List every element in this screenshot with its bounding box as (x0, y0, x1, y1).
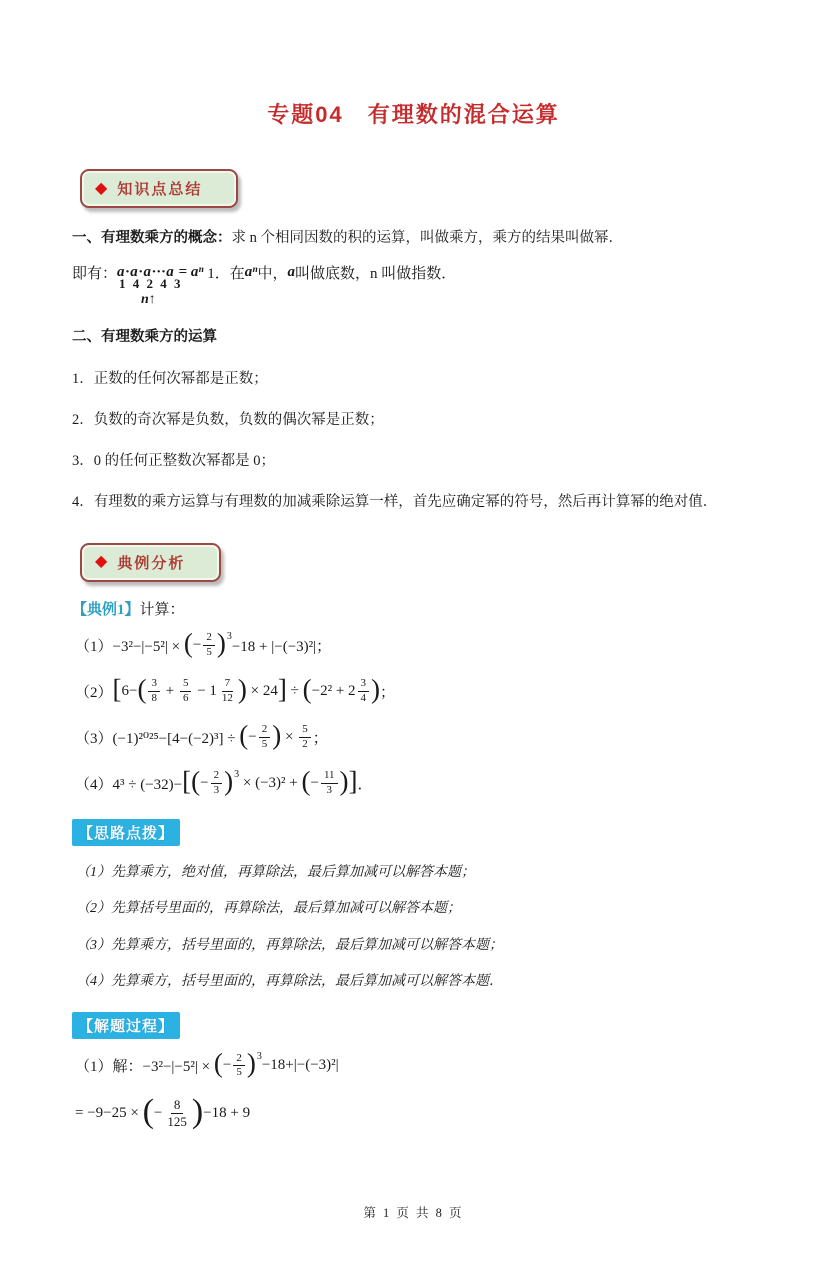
concept-text: 求 n 个相同因数的积的运算，叫做乘方，乘方的结果叫做幂． (231, 230, 623, 246)
tk-big: ( (142, 1092, 154, 1130)
problem-formula-4 (75, 765, 827, 803)
tk-frac: $\frac{11}{3}$ (321, 769, 338, 798)
example-analysis-badge (80, 543, 221, 582)
tk-frac: $\frac{3}{4}$ (358, 677, 370, 706)
tk-big: ( (183, 628, 193, 659)
hint-2: （2）先算括号里面的，再算除法，最后算加减可以解答本题； (76, 901, 461, 917)
tk-big: ] (277, 674, 287, 705)
tk-big: ] (348, 766, 358, 797)
tk-big: ) (216, 628, 226, 659)
tk-txt: × (281, 729, 298, 746)
diamond-icon: ◆ (95, 179, 108, 197)
tk-txt: ； (312, 731, 328, 748)
tk-big: [ (182, 766, 192, 797)
tk-big: ( (213, 1048, 223, 1079)
tk-big: ) (246, 1048, 256, 1079)
tk-txt: 即有： (72, 265, 118, 282)
diamond-icon: ◆ (95, 553, 108, 571)
concept-heading: 一、有理数乘方的概念： (72, 230, 232, 246)
tk-frac: $\frac{2}{5}$ (203, 631, 215, 660)
tk-m: = aⁿ (174, 263, 204, 280)
tk-txt: × (−3)² + (239, 775, 302, 792)
tk-stk: a·a·a···a 1 4 2 4 3 n↑ (117, 263, 183, 307)
tk-frac: $\frac{3}{8}$ (148, 677, 160, 706)
tk-frac: $\frac{2}{5}$ (233, 1052, 245, 1081)
operation-rule-1: 1．正数的任何次幂都是正数； (72, 370, 268, 387)
tk-big: ( (239, 720, 249, 751)
tk-txt: − (248, 729, 257, 746)
tk-txt: ； (380, 685, 396, 702)
tk-frac: $\frac{8}{125}$ (167, 1097, 187, 1130)
tk-big: ) (272, 720, 282, 751)
operation-heading: 二、有理数乘方的运算 (72, 328, 217, 345)
tk-txt: ÷ (286, 683, 303, 700)
tk-txt: （2） (75, 685, 113, 702)
problem-formula-2 (75, 673, 827, 711)
tk-big: ) (339, 766, 349, 797)
concept-paragraph (72, 228, 761, 250)
tk-txt: −2² + 2 (311, 683, 356, 700)
tk-txt: （3）(−1)²⁰²⁵−[4−(−2)³] ÷ (75, 731, 240, 748)
example-1-label: 【典例1】 (72, 601, 140, 618)
tk-txt: （4）4³ ÷ (−32)− (75, 777, 183, 794)
tk-big: [ (112, 674, 122, 705)
tk-frac: $\frac{2}{5}$ (259, 723, 271, 752)
tk-txt: − (222, 1057, 232, 1074)
tk-sup: 3 (256, 1051, 262, 1063)
tk-txt: （1）解：−3²−|−5²| × (75, 1059, 214, 1076)
tk-txt: × 24 (246, 683, 278, 700)
example-section (0, 513, 827, 1133)
problem-formula-1 (75, 627, 827, 665)
solution-line-1 (75, 1047, 827, 1085)
tk-frac: $\frac{2}{3}$ (211, 769, 223, 798)
hint-badge: 【思路点拨】 (72, 819, 180, 846)
operation-rule-4: 4．有理数的乘方运算与有理数的加减乘除运算一样，首先应确定幂的符号，然后再计算幂的绝对值． (72, 493, 718, 510)
tk-big: ( (191, 766, 201, 797)
operation-rule-3: 3．0 的任何正整数次幂都是 0； (72, 452, 275, 469)
example-1-heading (72, 598, 827, 619)
hint-3: （3）先算乘方，括号里面的，再算除法，最后算加减可以解答本题； (76, 937, 503, 953)
page-number: 第 1 页 共 8 页 (363, 1206, 464, 1220)
tk-frac: $\frac{5}{2}$ (299, 723, 311, 752)
tk-txt: 6− (121, 683, 138, 700)
tk-txt: （1）−3²−|−5²| × (75, 639, 184, 656)
tk-txt: 中， (257, 265, 288, 282)
tk-big: ) (191, 1092, 204, 1130)
tk-txt: 叫做底数，n 叫做指数． (295, 265, 457, 282)
tk-big: ) (237, 674, 247, 705)
knowledge-badge-label: 知识点总结 (117, 181, 203, 198)
tk-big: ( (302, 674, 312, 705)
example-badge-label: 典例分析 (117, 554, 186, 572)
problem-formula-3 (75, 719, 827, 757)
knowledge-summary-badge (80, 169, 238, 208)
tk-sup: 3 (226, 631, 232, 643)
tk-frac: $\frac{7}{12}$ (221, 677, 233, 705)
page-title: 专题04 有理数的混合运算 (267, 102, 560, 127)
solution-line-2 (75, 1092, 827, 1133)
power-definition-formula (72, 262, 761, 307)
tk-txt: − (192, 637, 202, 654)
tk-m: a (287, 263, 296, 280)
tk-txt: − 1 (193, 683, 217, 700)
tk-txt: + (161, 683, 178, 700)
tk-big: ) (371, 674, 381, 705)
tk-txt: − (200, 775, 209, 792)
tk-txt: ． (357, 777, 373, 794)
tk-txt: −18+|−(−3)²| (261, 1057, 339, 1074)
tk-m: aⁿ (244, 263, 258, 280)
tk-txt: − (310, 775, 319, 792)
tk-txt: = −9−25 × (75, 1105, 143, 1122)
solution-badge: 【解题过程】 (72, 1012, 180, 1039)
example-1-task: 计算： (139, 601, 185, 618)
tk-big: ) (224, 766, 234, 797)
tk-txt: 1．在 (203, 265, 245, 282)
hint-4: （4）先算乘方，括号里面的，再算除法，最后算加减可以解答本题． (76, 974, 503, 990)
hint-1: （1）先算乘方，绝对值，再算除法，最后算加减可以解答本题； (76, 864, 475, 880)
tk-txt: −18 + 9 (203, 1105, 251, 1122)
operation-rule-2: 2．负数的奇次幂是负数，负数的偶次幂是正数； (72, 411, 384, 428)
tk-big: ( (137, 674, 147, 705)
tk-sup: 3 (234, 769, 240, 781)
tk-frac: $\frac{5}{6}$ (180, 677, 192, 706)
knowledge-section (0, 129, 827, 513)
tk-big: ( (301, 766, 311, 797)
tk-txt: −18 + |−(−3)²|； (231, 639, 332, 656)
tk-txt: − (153, 1105, 163, 1122)
